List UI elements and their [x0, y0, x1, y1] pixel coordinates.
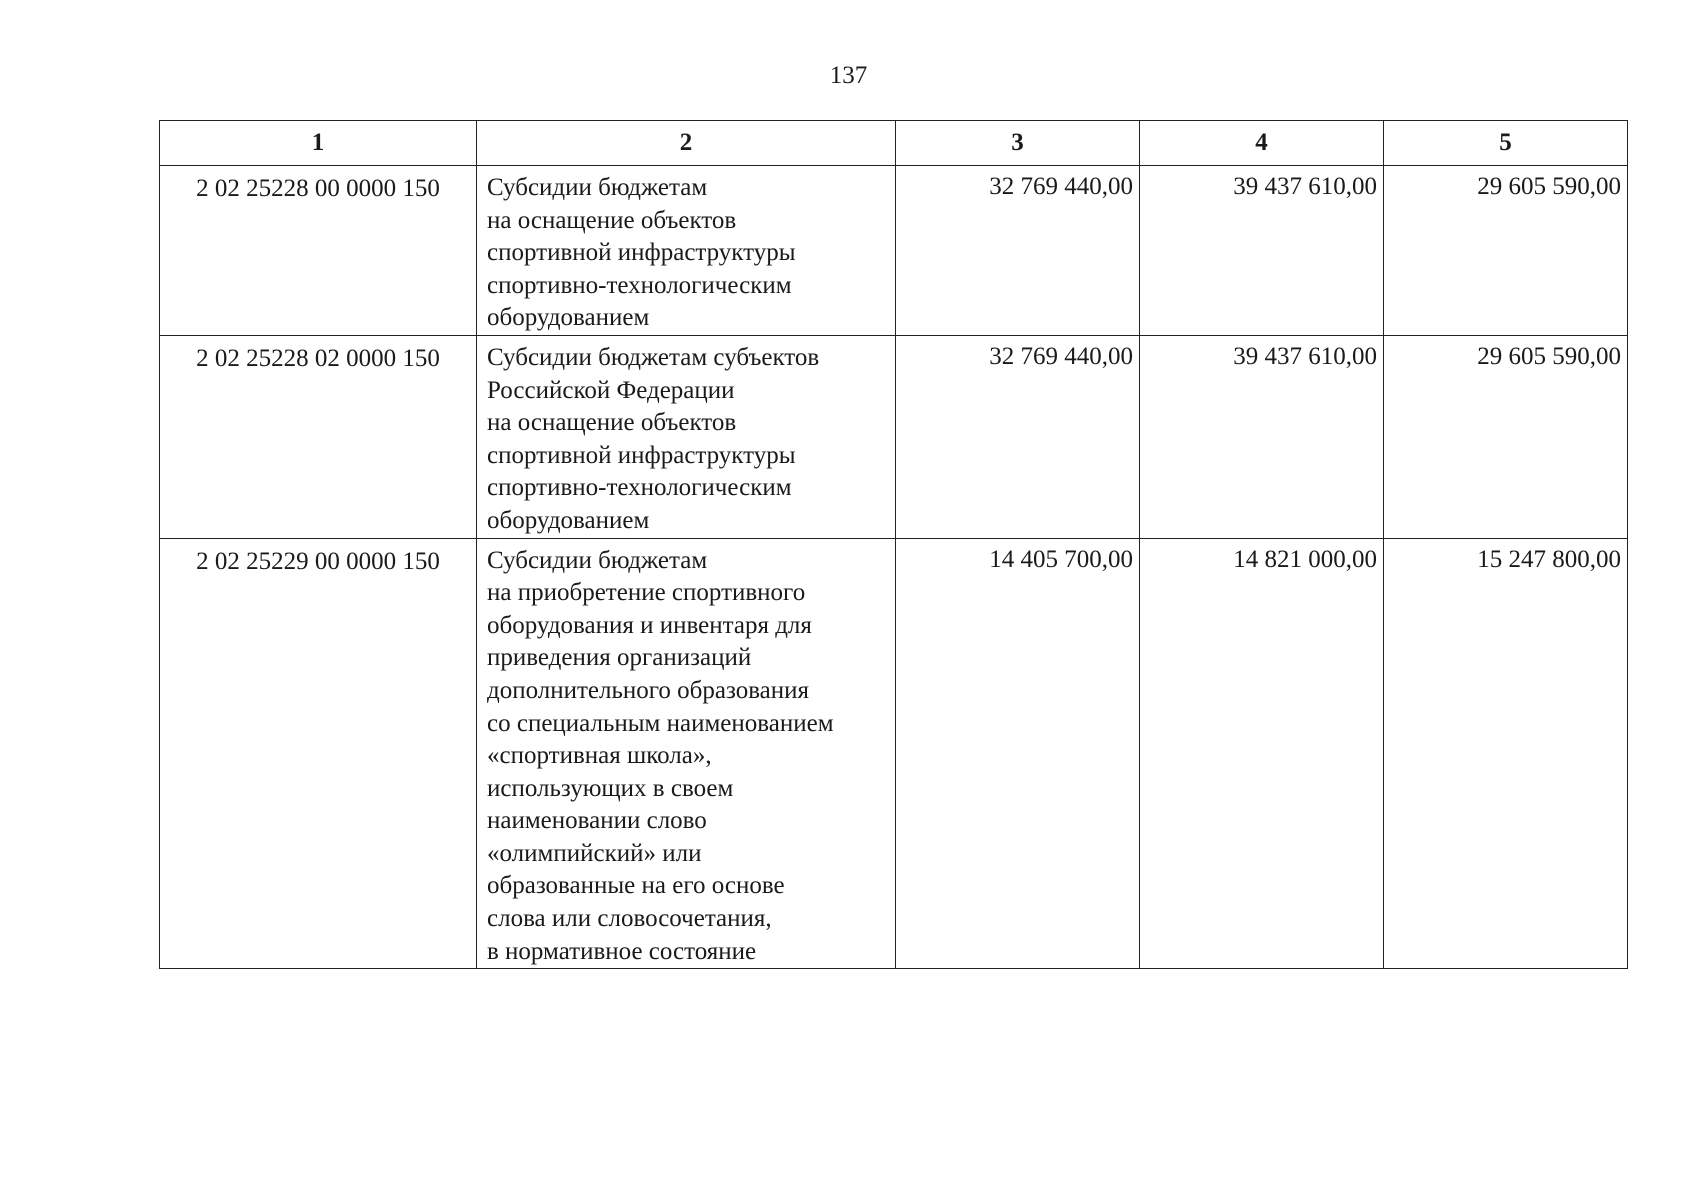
- description-line: оборудованием: [487, 304, 650, 332]
- budget-table: [159, 120, 1628, 969]
- description-cell: [477, 166, 896, 336]
- amount-col4-cell: 14 821 000,00: [1140, 538, 1384, 969]
- amount-col4-cell: 39 437 610,00: [1140, 335, 1384, 538]
- budget-code-cell: 2 02 25228 02 0000 150: [160, 335, 477, 538]
- column-header-5: 5: [1384, 121, 1628, 166]
- description-line: Субсидии бюджетам субъектов: [487, 343, 820, 371]
- description-line: спортивной инфраструктуры: [487, 441, 796, 469]
- description-line: Субсидии бюджетам: [487, 174, 708, 201]
- column-header-1: 1: [160, 121, 477, 166]
- amount-col5-cell: 29 605 590,00: [1384, 335, 1628, 538]
- description-line: в нормативное состояние: [487, 937, 757, 965]
- amount-col4-cell: 39 437 610,00: [1140, 166, 1384, 336]
- column-header-4: 4: [1140, 121, 1384, 166]
- description-line: наименовании слово: [487, 807, 707, 835]
- description-line: спортивной инфраструктуры: [487, 239, 796, 267]
- description-line: спортивно-технологическим: [487, 271, 792, 299]
- description-line: оборудованием: [487, 506, 650, 534]
- table-header-row: [160, 121, 1628, 166]
- description-line: «спортивная школа»,: [487, 742, 712, 770]
- description-line: Субсидии бюджетам: [487, 546, 708, 574]
- table-row: [160, 538, 1628, 969]
- amount-col3-cell: 14 405 700,00: [896, 538, 1140, 969]
- table-row: [160, 335, 1628, 538]
- description-line: Российской Федерации: [487, 376, 735, 404]
- amount-col5-cell: 15 247 800,00: [1384, 538, 1628, 969]
- description-line: использующих в своем: [487, 774, 734, 802]
- table-row: [160, 166, 1628, 336]
- description-line: оборудования и инвентаря для: [487, 611, 812, 639]
- description-line: на приобретение спортивного: [487, 579, 806, 607]
- budget-code-cell: 2 02 25229 00 0000 150: [160, 538, 477, 969]
- amount-col5-cell: 29 605 590,00: [1384, 166, 1628, 336]
- description-line: на оснащение объектов: [487, 409, 737, 437]
- amount-col3-cell: 32 769 440,00: [896, 166, 1140, 336]
- column-header-3: 3: [896, 121, 1140, 166]
- description-line: спортивно-технологическим: [487, 474, 792, 502]
- description-line: на оснащение объектов: [487, 206, 737, 234]
- description-line: дополнительного образования: [487, 676, 810, 704]
- description-line: со специальным наименованием: [487, 709, 834, 737]
- description-line: образованные на его основе: [487, 872, 785, 900]
- description-line: приведения организаций: [487, 644, 752, 672]
- page-number: 137: [829, 62, 868, 89]
- description-cell: [477, 335, 896, 538]
- budget-code-cell: 2 02 25228 00 0000 150: [160, 166, 477, 336]
- description-cell: [477, 538, 896, 969]
- description-line: «олимпийский» или: [487, 839, 702, 867]
- column-header-2: 2: [477, 121, 896, 166]
- amount-col3-cell: 32 769 440,00: [896, 335, 1140, 538]
- description-line: слова или словосочетания,: [487, 905, 772, 933]
